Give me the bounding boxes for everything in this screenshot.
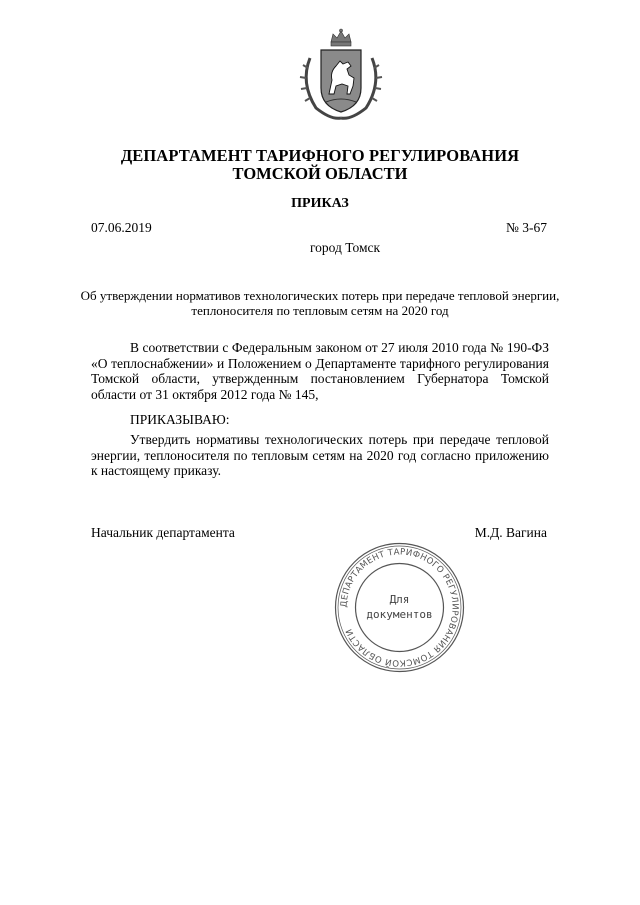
subject-line1: Об утверждении нормативов технологических потерь при передаче тепловой энергии, [80,288,560,303]
department-title-line1: ДЕПАРТАМЕНТ ТАРИФНОГО РЕГУЛИРОВАНИЯ [120,146,520,165]
order-number: № 3-67 [505,220,547,235]
signer-name: М.Д. Вагина [474,525,547,540]
legal-basis-paragraph: В соответствии с Федеральным законом от 27 июля 2010 года № 190-ФЗ «О теплоснабжении» и Положением о Департаменте тарифного регулирования Томской области, утвержденным постановлением Губернатора Томской области от 31 октября 2012 года № 145, [91,340,549,402]
signer-position: Начальник департамента [91,525,235,540]
document-type: ПРИКАЗ [291,196,349,211]
svg-text:Для: Для [389,593,410,606]
department-title-line2: ТОМСКОЙ ОБЛАСТИ [232,164,408,183]
subject-line2: теплоносителя по тепловым сетям на 2020 год [191,303,449,318]
order-text-paragraph: Утвердить нормативы технологических потерь при передаче тепловой энергии, теплоносителя по тепловым сетям на 2020 год согласно приложению к настоящему приказу. [91,432,549,479]
coat-of-arms-icon [296,28,386,122]
order-city: город Томск [309,240,381,255]
svg-text:ДЕПАРТАМЕНТ ТАРИФНОГО РЕГУЛИРО: ДЕПАРТАМЕНТ ТАРИФНОГО РЕГУЛИРОВАНИЯ ТОМСКОЙ ОБЛАСТИ [339,547,460,668]
seal-stamp-icon [332,540,467,675]
svg-text:документов: документов [366,608,433,621]
order-date: 07.06.2019 [91,220,152,235]
order-keyword: ПРИКАЗЫВАЮ: [130,412,230,427]
